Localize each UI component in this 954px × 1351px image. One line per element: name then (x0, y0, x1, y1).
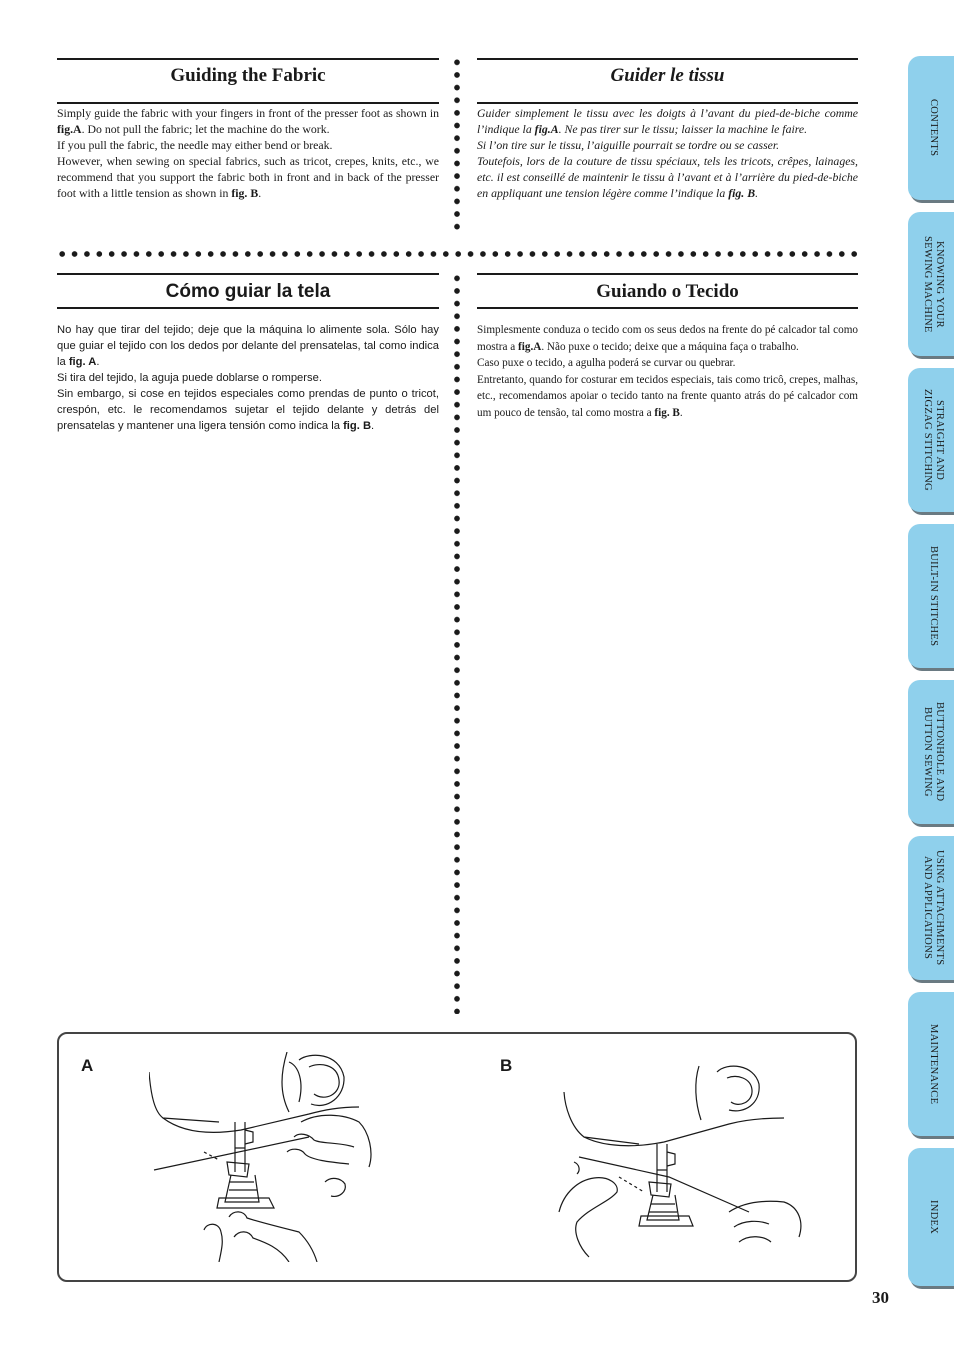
section-title-es: Cómo guiar la tela (165, 281, 331, 302)
section-body-fr (477, 105, 858, 201)
tab-contents-label: CONTENTS (928, 99, 939, 157)
es-paragraph-2: Si tira del tejido, la aguja puede doblarse o romperse. (57, 372, 322, 384)
section-heading-en (57, 58, 439, 104)
tab-knowing-label: KNOWING YOUR SEWING MACHINE (922, 235, 945, 333)
tab-buttonhole-label: BUTTONHOLE AND BUTTON SEWING (922, 702, 945, 802)
vertical-dotted-divider-bottom (454, 272, 460, 1014)
fr-paragraph-3: Toutefois, lors de la couture de tissu spéciaux, tels les tricots, crêpes, lainages, etc. il est conseillé de maintenir le tissu à l’avant et à l’arrière du pied-de-biche en appliquant une tension légère comme l’indique la (477, 154, 858, 200)
tab-straight-zigzag-stitching[interactable] (908, 368, 954, 512)
figure-a-label: A (81, 1056, 94, 1075)
section-body-en (57, 105, 439, 201)
es-paragraph-3: Sin embargo, si cose en tejidos especiales como prendas de punto o tricot, crespón, etc. le recomendamos sujetar el tejido delante y detrás del prensatelas y mantener una ligera tensión como indica la (57, 388, 439, 432)
en-paragraph-1-end: . Do not pull the fabric; let the machine do the work. (81, 122, 330, 136)
pt-paragraph-3-end: . (679, 406, 683, 419)
vertical-dotted-divider-top (454, 56, 460, 236)
en-fig-a-ref: fig.A (57, 122, 82, 136)
tab-using-attachments[interactable] (908, 836, 954, 980)
es-fig-b-ref: fig. B (343, 420, 372, 432)
es-paragraph-3-end: . (371, 420, 375, 432)
en-paragraph-2: If you pull the fabric, the needle may either bend or break. (57, 138, 333, 152)
tab-straight-label: STRAIGHT AND ZIGZAG STITCHING (922, 389, 945, 491)
section-body-es (57, 322, 439, 434)
section-heading-fr (477, 58, 858, 104)
tab-index-label: INDEX (928, 1199, 939, 1235)
tab-attachments-label: USING ATTACHMENTS AND APPLICATIONS (922, 850, 945, 966)
en-fig-b-ref: fig. B (231, 186, 259, 200)
es-paragraph-1-end: . (96, 356, 100, 368)
section-body-pt (477, 322, 858, 421)
fr-paragraph-2: Si l’on tire sur le tissu, l’aiguille pourrait se tordre ou se casser. (477, 138, 780, 152)
figure-b-illustration (549, 1052, 809, 1262)
figure-panel (57, 1032, 857, 1282)
es-fig-a-ref: fig. A (68, 356, 97, 368)
pt-paragraph-3: Entretanto, quando for costurar em tecidos especiais, tais como tricô, crepes, malhas, etc., recomendamos apoiar o tecido tanto na frente quanto atrás do pé calcador com um pouco de tensão, tal como mostra a (477, 373, 858, 419)
fr-fig-a-ref: fig.A (534, 122, 559, 136)
section-heading-pt (477, 273, 858, 309)
tab-maintenance-label: MAINTENANCE (928, 1023, 939, 1105)
figure-a-illustration (149, 1052, 379, 1262)
en-paragraph-1: Simply guide the fabric with your fingers in front of the presser foot as shown in (57, 106, 439, 120)
pt-paragraph-1-end: . Não puxe o tecido; deixe que a máquina faça o trabalho. (541, 340, 799, 353)
section-title-pt: Guiando o Tecido (596, 281, 739, 302)
horizontal-dotted-divider (56, 251, 860, 257)
en-paragraph-3-end: . (258, 186, 262, 200)
machine-body-outline-a (149, 1072, 219, 1122)
fr-fig-b-ref: fig. B (728, 186, 756, 200)
tab-contents[interactable] (908, 56, 954, 200)
figure-b-label: B (500, 1056, 513, 1075)
tab-built-in-label: BUILT-IN STITCHES (928, 545, 939, 647)
en-paragraph-3: However, when sewing on special fabrics, such as tricot, crepes, knits, etc., we recommend that you support the fabric both in front and in back of the presser foot with a little tension as shown in (57, 154, 439, 200)
fr-paragraph-3-end: . (755, 186, 759, 200)
page-number: 30 (872, 1288, 889, 1307)
es-paragraph-1: No hay que tirar del tejido; deje que la máquina lo alimente sola. Sólo hay que guiar el tejido con los dedos por delante del prensatelas, tal como indica la (57, 324, 439, 368)
section-heading-es (57, 273, 439, 309)
section-title-en: Guiding the Fabric (170, 65, 326, 86)
fr-paragraph-1: Guider simplement le tissu avec les doigts à l’avant du pied-de-biche comme l’indique la (477, 106, 858, 136)
pt-paragraph-2: Caso puxe o tecido, a agulha poderá se curvar ou quebrar. (477, 357, 736, 369)
fr-paragraph-1-end: . Ne pas tirer sur le tissu; laisser la machine le faire. (558, 122, 808, 136)
pt-fig-a-ref: fig.A (518, 340, 542, 353)
machine-body-outline-b (564, 1092, 639, 1144)
section-title-fr: Guider le tissu (610, 65, 725, 86)
tab-buttonhole-button-sewing[interactable] (908, 680, 954, 824)
tab-index[interactable] (908, 1148, 954, 1286)
tab-built-in-stitches[interactable] (908, 524, 954, 668)
tab-knowing-your-sewing-machine[interactable] (908, 212, 954, 356)
tab-maintenance[interactable] (908, 992, 954, 1136)
pt-paragraph-1: Simplesmente conduza o tecido com os seus dedos na frente do pé calcador tal como mostra a (477, 324, 858, 353)
pt-fig-b-ref: fig. B (654, 406, 680, 419)
